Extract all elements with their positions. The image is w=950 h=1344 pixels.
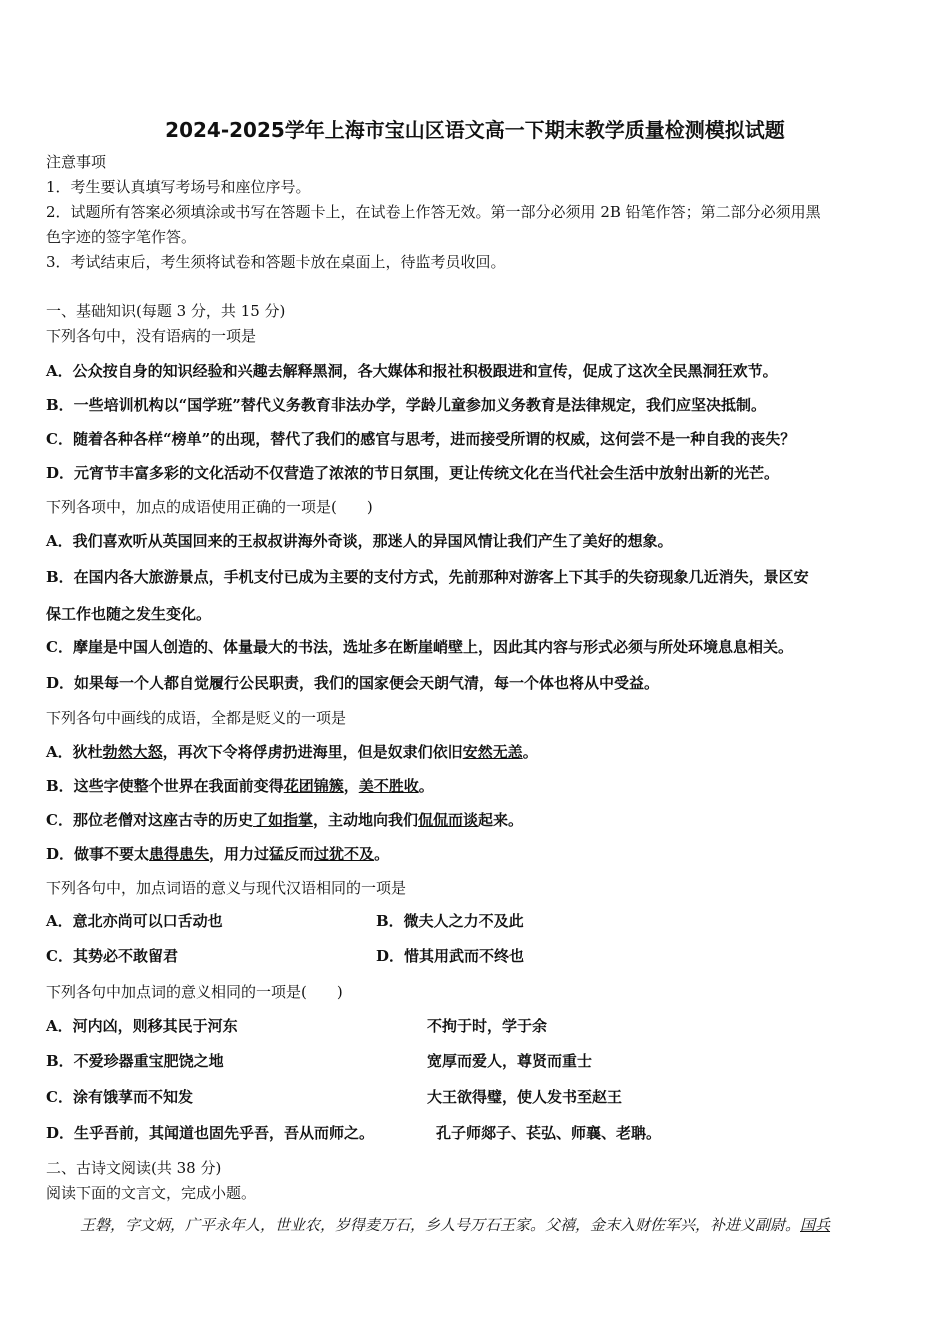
section2-heading: 二、古诗文阅读(共 38 分) — [46, 1159, 222, 1177]
q3-option-c — [46, 810, 523, 830]
underlined-idiom: 了如指掌 — [252, 811, 313, 829]
q5-option-a-left: A．河内凶，则移其民于河东 — [46, 1017, 238, 1035]
text-segment: C．那位老僧对这座古寺的历史 — [46, 811, 253, 829]
q3-option-a — [46, 742, 538, 762]
notice-item: 色字迹的签字笔作答。 — [46, 228, 197, 246]
text-segment: 。 — [522, 743, 538, 761]
underlined-idiom: 过犹不及 — [314, 845, 375, 863]
q5-option-c-left: C．涂有饿莩而不知发 — [46, 1088, 193, 1106]
text-segment: ，再次下令将俘虏扔进海里，但是奴隶们依旧 — [162, 743, 463, 761]
q2-option-c: C．摩崖是中国人创造的、体量最大的书法，选址多在断崖峭壁上，因此其内容与形式必须与所处环境息息相关。 — [46, 638, 793, 656]
q1-option-d: D．元宵节丰富多彩的文化活动不仅营造了浓浓的节日氛围，更让传统文化在当代社会生活中放射出新的光芒。 — [46, 464, 780, 482]
text-segment: 。 — [374, 845, 390, 863]
text-segment: A．狄杜 — [46, 743, 103, 761]
underlined-idiom: 患得患失 — [149, 845, 210, 863]
passage-body: 王磐，字文炳，广平永年人，世业农，岁得麦万石，乡人号万石王家。父禧，金末入财佐军兴，补进义副尉。 — [80, 1218, 801, 1234]
text-segment: ， — [343, 777, 359, 795]
q5-option-d-left: D．生乎吾前，其闻道也固先乎吾，吾从而师之。 — [46, 1124, 375, 1142]
notice-heading: 注意事项 — [46, 153, 107, 171]
q4-option-c: C．其势必不敢留君 — [46, 947, 178, 965]
q5-option-a-right: 不拘于时，学于余 — [427, 1017, 548, 1035]
q2-option-a: A．我们喜欢听从英国回来的王叔叔讲海外奇谈，那迷人的异国风情让我们产生了美好的想象。 — [46, 532, 673, 550]
q1-option-a: A．公众按自身的知识经验和兴趣去解释黑洞，各大媒体和报社积极跟进和宣传，促成了这次全民黑洞狂欢节。 — [46, 362, 778, 380]
q3-stem: 下列各句中画线的成语，全都是贬义的一项是 — [46, 709, 347, 727]
q4-option-d: D．惜其用武而不终也 — [376, 947, 525, 965]
q4-stem: 下列各句中，加点词语的意义与现代汉语相同的一项是 — [46, 879, 407, 897]
underlined-idiom: 花团锦簇 — [283, 777, 344, 795]
underlined-idiom: 美不胜收 — [358, 777, 419, 795]
text-segment: B．这些字使整个世界在我面前变得 — [46, 777, 284, 795]
notice-item: 2．试题所有答案必须填涂或书写在答题卡上，在试卷上作答无效。第一部分必须用 2B 铅笔作答；第二部分必须用黑 — [46, 203, 821, 221]
q5-option-c-right: 大王欲得璧，使人发书至赵王 — [427, 1088, 623, 1106]
text-segment: 起来。 — [478, 811, 524, 829]
q5-option-b-left: B．不爱珍器重宝肥饶之地 — [46, 1052, 224, 1070]
q5-option-d-right: 孔子师郯子、苌弘、师襄、老聃。 — [436, 1124, 662, 1142]
passage-text — [80, 1216, 830, 1236]
q4-option-a: A．意北亦尚可以口舌动也 — [46, 912, 223, 930]
text-segment: 。 — [418, 777, 434, 795]
q3-option-d — [46, 844, 389, 864]
underlined-idiom: 勃然大怒 — [102, 743, 163, 761]
underlined-idiom: 安然无恙 — [462, 743, 523, 761]
exam-title: 2024-2025学年上海市宝山区语文高一下期末教学质量检测模拟试题 — [165, 118, 785, 142]
q2-option-b: B．在国内各大旅游景点，手机支付已成为主要的支付方式，先前那种对游客上下其手的失窃现象几近消失，景区安 — [46, 568, 809, 586]
underlined-idiom: 侃侃而谈 — [417, 811, 478, 829]
q2-stem: 下列各项中，加点的成语使用正确的一项是( ) — [46, 498, 373, 516]
section2-instruction: 阅读下面的文言文，完成小题。 — [46, 1184, 257, 1202]
text-segment: D．做事不要太 — [46, 845, 150, 863]
text-segment: ，用力过猛反而 — [209, 845, 315, 863]
q2-option-b-cont: 保工作也随之发生变化。 — [46, 605, 212, 623]
q1-option-c: C．随着各种各样“榜单”的出现，替代了我们的感官与思考，进而接受所谓的权威，这何尝不是一种自我的丧失？ — [46, 430, 796, 448]
q1-stem: 下列各句中，没有语病的一项是 — [46, 327, 257, 345]
notice-item: 3．考试结束后，考生须将试卷和答题卡放在桌面上，待监考员收回。 — [46, 253, 506, 271]
q5-option-b-right: 宽厚而爱人，尊贤而重士 — [427, 1052, 593, 1070]
q3-option-b — [46, 776, 434, 796]
passage-underlined: 国兵 — [800, 1218, 831, 1234]
q1-option-b: B．一些培训机构以“国学班”替代义务教育非法办学，学龄儿童参加义务教育是法律规定，我们应坚决抵制。 — [46, 396, 766, 414]
q5-stem: 下列各句中加点词的意义相同的一项是( ) — [46, 983, 343, 1001]
q2-option-d: D．如果每一个人都自觉履行公民职责，我们的国家便会天朗气清，每一个体也将从中受益。 — [46, 674, 660, 692]
text-segment: ，主动地向我们 — [312, 811, 418, 829]
notice-item: 1．考生要认真填写考场号和座位序号。 — [46, 178, 311, 196]
q4-option-b: B．微夫人之力不及此 — [376, 912, 524, 930]
section1-heading: 一、基础知识(每题 3 分，共 15 分) — [46, 302, 286, 320]
